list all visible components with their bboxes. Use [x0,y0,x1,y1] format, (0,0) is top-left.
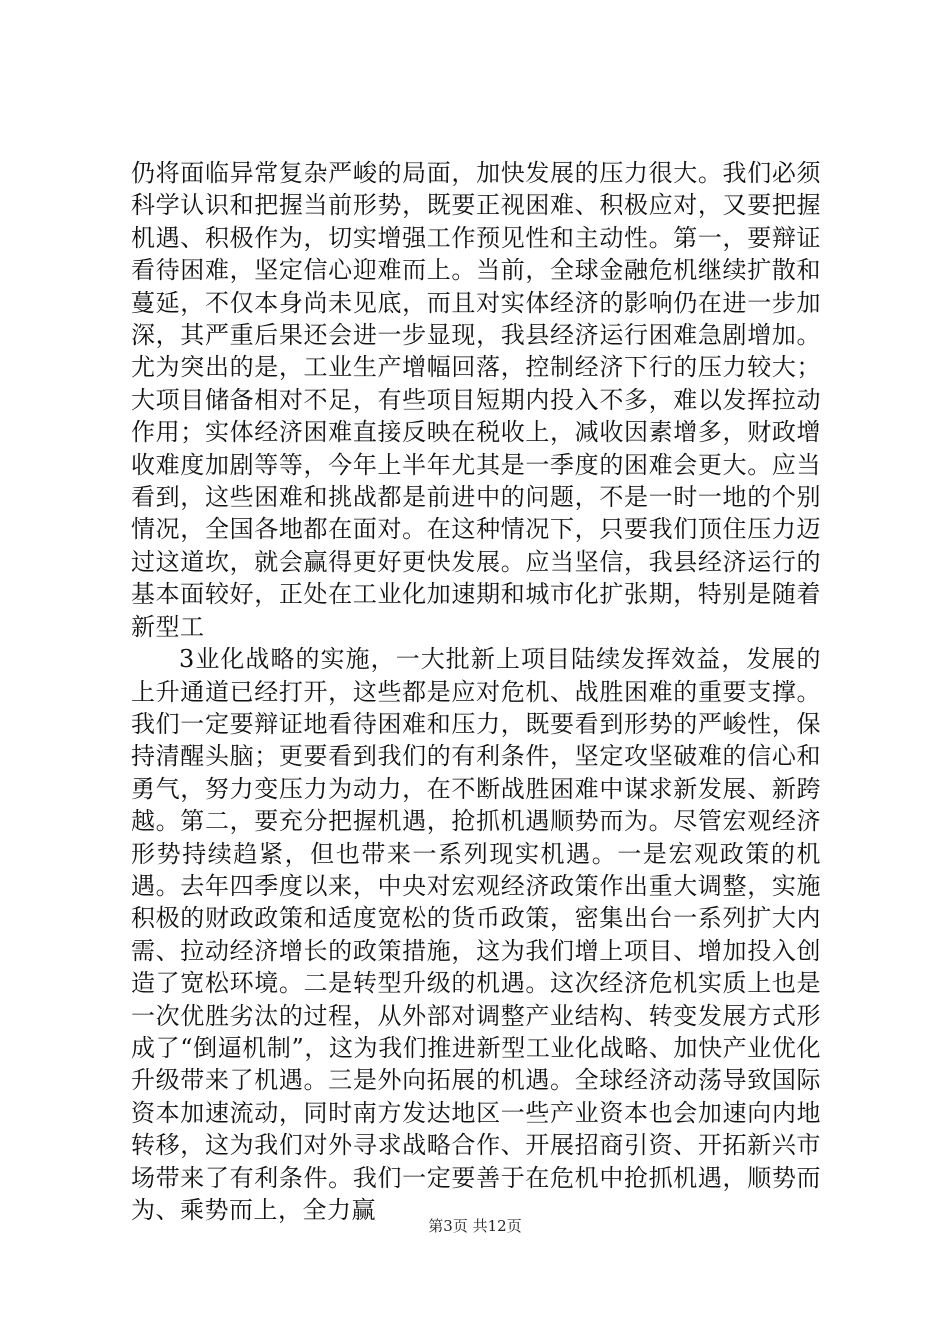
page-number-footer: 第3页 共12页 [428,1217,522,1235]
document-body [131,157,821,1226]
paragraph-1: 仍将面临异常复杂严峻的局面，加快发展的压力很大。我们必须科学认识和把握当前形势，既要正视困难、积极应对，又要把握机遇、积极作为，切实增强工作预见性和主动性。第一，要辩证看待困难，坚定信心迎难而上。当前，全球金融危机继续扩散和蔓延，不仅本身尚未见底，而且对实体经济的影响仍在进一步加深，其严重后果还会进一步显现，我县经济运行困难急剧增加。尤为突出的是，工业生产增幅回落，控制经济下行的压力较大；大项目储备相对不足，有些项目短期内投入不多，难以发挥拉动作用；实体经济困难直接反映在税收上，减收因素增多，财政增收难度加剧等等，今年上半年尤其是一季度的困难会更大。应当看到，这些困难和挑战都是前进中的问题，不是一时一地的个别情况，全国各地都在面对。在这种情况下，只要我们顶住压力迈过这道坎，就会赢得更好更快发展。应当坚信，我县经济运行的基本面较好，正处在工业化加速期和城市化扩张期，特别是随着新型工 [131,159,821,641]
paragraph-2: 3业化战略的实施，一大批新上项目陆续发挥效益，发展的上升通道已经打开，这些都是应对危机、战胜困难的重要支撑。我们一定要辩证地看待困难和压力，既要看到形势的严峻性，保持清醒头脑；更要看到我们的有利条件，坚定攻坚破难的信心和勇气，努力变压力为动力，在不断战胜困难中谋求新发展、新跨越。第二，要充分把握机遇，抢抓机遇顺势而为。尽管宏观经济形势持续趋紧，但也带来一系列现实机遇。一是宏观政策的机遇。去年四季度以来，中央对宏观经济政策作出重大调整，实施积极的财政政策和适度宽松的货币政策，密集出台一系列扩大内需、拉动经济增长的政策措施，这为我们增上项目、增加投入创造了宽松环境。二是转型升级的机遇。这次经济危机实质上也是一次优胜劣汰的过程，从外部对调整产业结构、转变发展方式形成了“倒逼机制”，这为我们推进新型工业化战略、加快产业优化升级带来了机遇。三是外向拓展的机遇。全球经济动荡导致国际资本加速流动，同时南方发达地区一些产业资本也会加速向内地转移，这为我们对外寻求战略合作、开展招商引资、开拓新兴市场带来了有利条件。我们一定要善于在危机中抢抓机遇，顺势而为、乘势而上，全力赢 [131,645,821,1224]
